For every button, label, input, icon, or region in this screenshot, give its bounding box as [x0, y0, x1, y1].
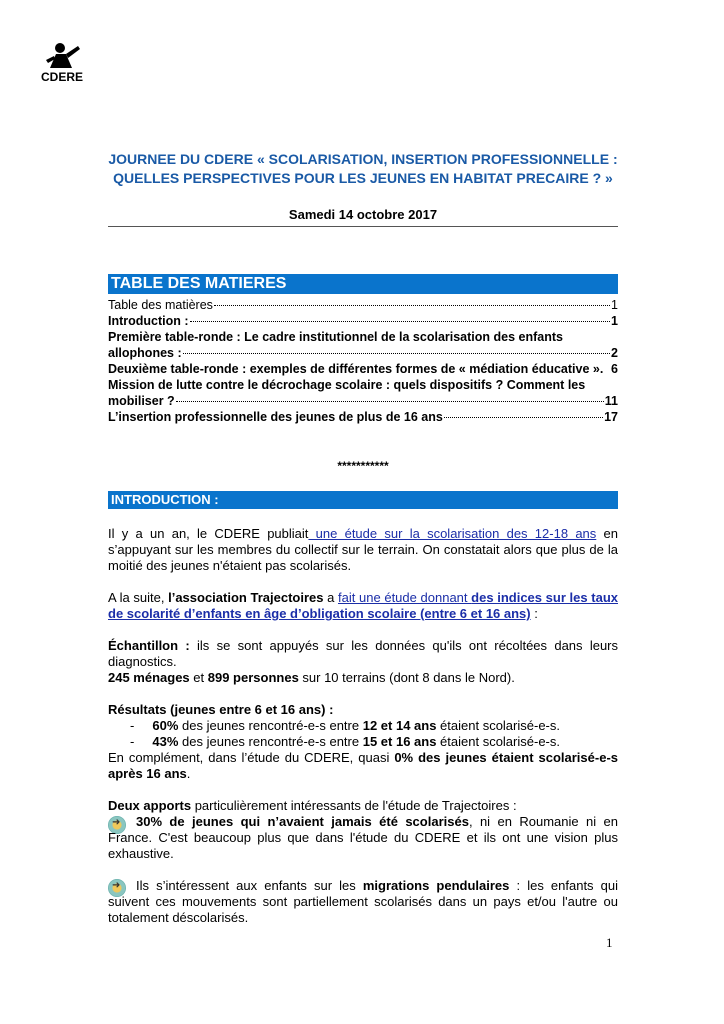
toc-entry-line-1[interactable]	[108, 378, 618, 392]
result-item	[130, 734, 618, 750]
toc-entry-page: 2	[611, 346, 618, 360]
toc-entry-label: Mission de lutte contre le décrochage scolaire : quels dispositifs ? Comment les	[108, 378, 586, 392]
text: particulièrement intéressants de l'étude de Trajectoires :	[191, 798, 517, 813]
text: a	[323, 590, 339, 605]
intro-heading: INTRODUCTION :	[108, 491, 618, 509]
text: : les enfants qui suivent ces mouvements sont partiellement scolarisés dans un pays et/ou l'autre ou totalement déscolarisés.	[108, 878, 619, 925]
text: .	[186, 766, 191, 781]
text: l’association Trajectoires	[168, 590, 324, 605]
title-divider	[108, 226, 618, 227]
text: ils se sont appuyés sur les données qu'ils ont récoltées dans leurs diagnostics.	[108, 638, 619, 669]
intro-paragraph-2	[108, 590, 618, 622]
text: en s’appuyant sur les membres du collectif sur le terrain. On constatait alors que plus de la moitié des jeunes n'étaient pas scolarisés.	[108, 526, 618, 573]
text: et	[189, 670, 208, 685]
text: En complément, dans l’étude du CDERE, quasi	[108, 750, 395, 765]
text: 12 et 14 ans	[362, 718, 437, 733]
toc-entry[interactable]	[108, 346, 618, 360]
sample-figures	[108, 670, 618, 686]
result-item	[130, 718, 618, 734]
text: 15 et 16 ans	[362, 734, 437, 749]
text: sur 10 terrains (dont 8 dans le Nord).	[298, 670, 515, 685]
toc-entry-label: mobiliser ?	[108, 394, 175, 408]
logo-text: CDERE	[40, 70, 83, 84]
text: étaient scolarisé-e-s.	[436, 734, 560, 749]
toc-entry-page: 1	[611, 314, 618, 328]
text: 60%	[152, 718, 179, 733]
text: migrations pendulaires	[362, 878, 510, 893]
cdere-logo-figure-icon	[40, 40, 84, 70]
toc-entry-page: 1	[611, 298, 618, 312]
results-complement	[108, 750, 618, 782]
dash: -	[130, 734, 135, 749]
link-text: des indices sur les taux de scolarité d’enfants en âge d’obligation scolaire (entre 6 et 16 ans)	[108, 590, 618, 621]
text: A la suite,	[108, 590, 169, 605]
text: 899 personnes	[207, 670, 299, 685]
toc-entry-page: 17	[604, 410, 618, 424]
text: Deux apports	[108, 798, 192, 813]
text: :	[530, 606, 538, 621]
document-title-line-1: JOURNEE DU CDERE « SCOLARISATION, INSERTION PROFESSIONNELLE :	[108, 151, 618, 167]
toc-entry-label: allophones :	[108, 346, 182, 360]
toc-entry-label: Deuxième table-ronde : exemples de différentes formes de « médiation éducative ».	[108, 362, 604, 376]
results-heading: Résultats (jeunes entre 6 et 16 ans) :	[108, 702, 334, 717]
intro-paragraph-1	[108, 526, 618, 574]
event-date: Samedi 14 octobre 2017	[288, 207, 438, 222]
text: 43%	[152, 734, 179, 749]
text: , ni en Roumanie ni en France. C'est beaucoup plus que dans l'étude du CDERE et ils ont une vision plus exhaustive.	[108, 814, 618, 861]
toc-entry[interactable]	[108, 314, 618, 328]
study-link[interactable]: une étude sur la scolarisation des 12-18 ans	[308, 526, 597, 541]
contribution-item-2	[108, 878, 618, 926]
toc-heading: TABLE DES MATIERES	[108, 274, 618, 294]
toc-entry-label: Première table-ronde : Le cadre institutionnel de la scolarisation des enfants	[108, 330, 563, 344]
text: Il y a un an, le CDERE publiait	[108, 526, 309, 541]
sample-paragraph	[108, 638, 618, 670]
contributions-intro	[108, 798, 618, 814]
toc-entry-label: L’insertion professionnelle des jeunes de plus de 16 ans	[108, 410, 443, 424]
text: Ils s’intéressent aux enfants sur les	[136, 878, 363, 893]
toc-entry[interactable]	[108, 394, 618, 408]
section-separator: ***********	[337, 459, 389, 473]
document-title-line-2: QUELLES PERSPECTIVES POUR LES JEUNES EN HABITAT PRECAIRE ? »	[113, 170, 613, 186]
text: Échantillon :	[108, 638, 190, 653]
text: étaient scolarisé-e-s.	[436, 718, 560, 733]
cdere-logo	[40, 40, 84, 88]
toc-entry[interactable]	[108, 410, 618, 424]
toc-entry-label: Table des matières	[108, 298, 213, 312]
text: 30% de jeunes qui n’avaient jamais été scolarisés	[136, 814, 469, 829]
text: des jeunes rencontré-e-s entre	[178, 734, 363, 749]
toc-entry-page: 11	[604, 394, 618, 408]
toc-entry[interactable]	[108, 362, 618, 376]
text: 0% des jeunes étaient scolarisé-e-s après 16 ans	[108, 750, 619, 781]
dash: -	[130, 718, 135, 733]
text: 245 ménages	[108, 670, 190, 685]
contribution-item-1	[108, 814, 618, 862]
toc-entry-page: 6	[611, 362, 618, 376]
text: des jeunes rencontré-e-s entre	[178, 718, 363, 733]
page-number: 1	[606, 935, 613, 950]
toc-entry-line-1[interactable]	[108, 330, 618, 344]
toc-entry[interactable]	[108, 298, 618, 312]
link-text: fait une étude donnant	[338, 590, 472, 605]
toc-entry-label: Introduction :	[108, 314, 189, 328]
